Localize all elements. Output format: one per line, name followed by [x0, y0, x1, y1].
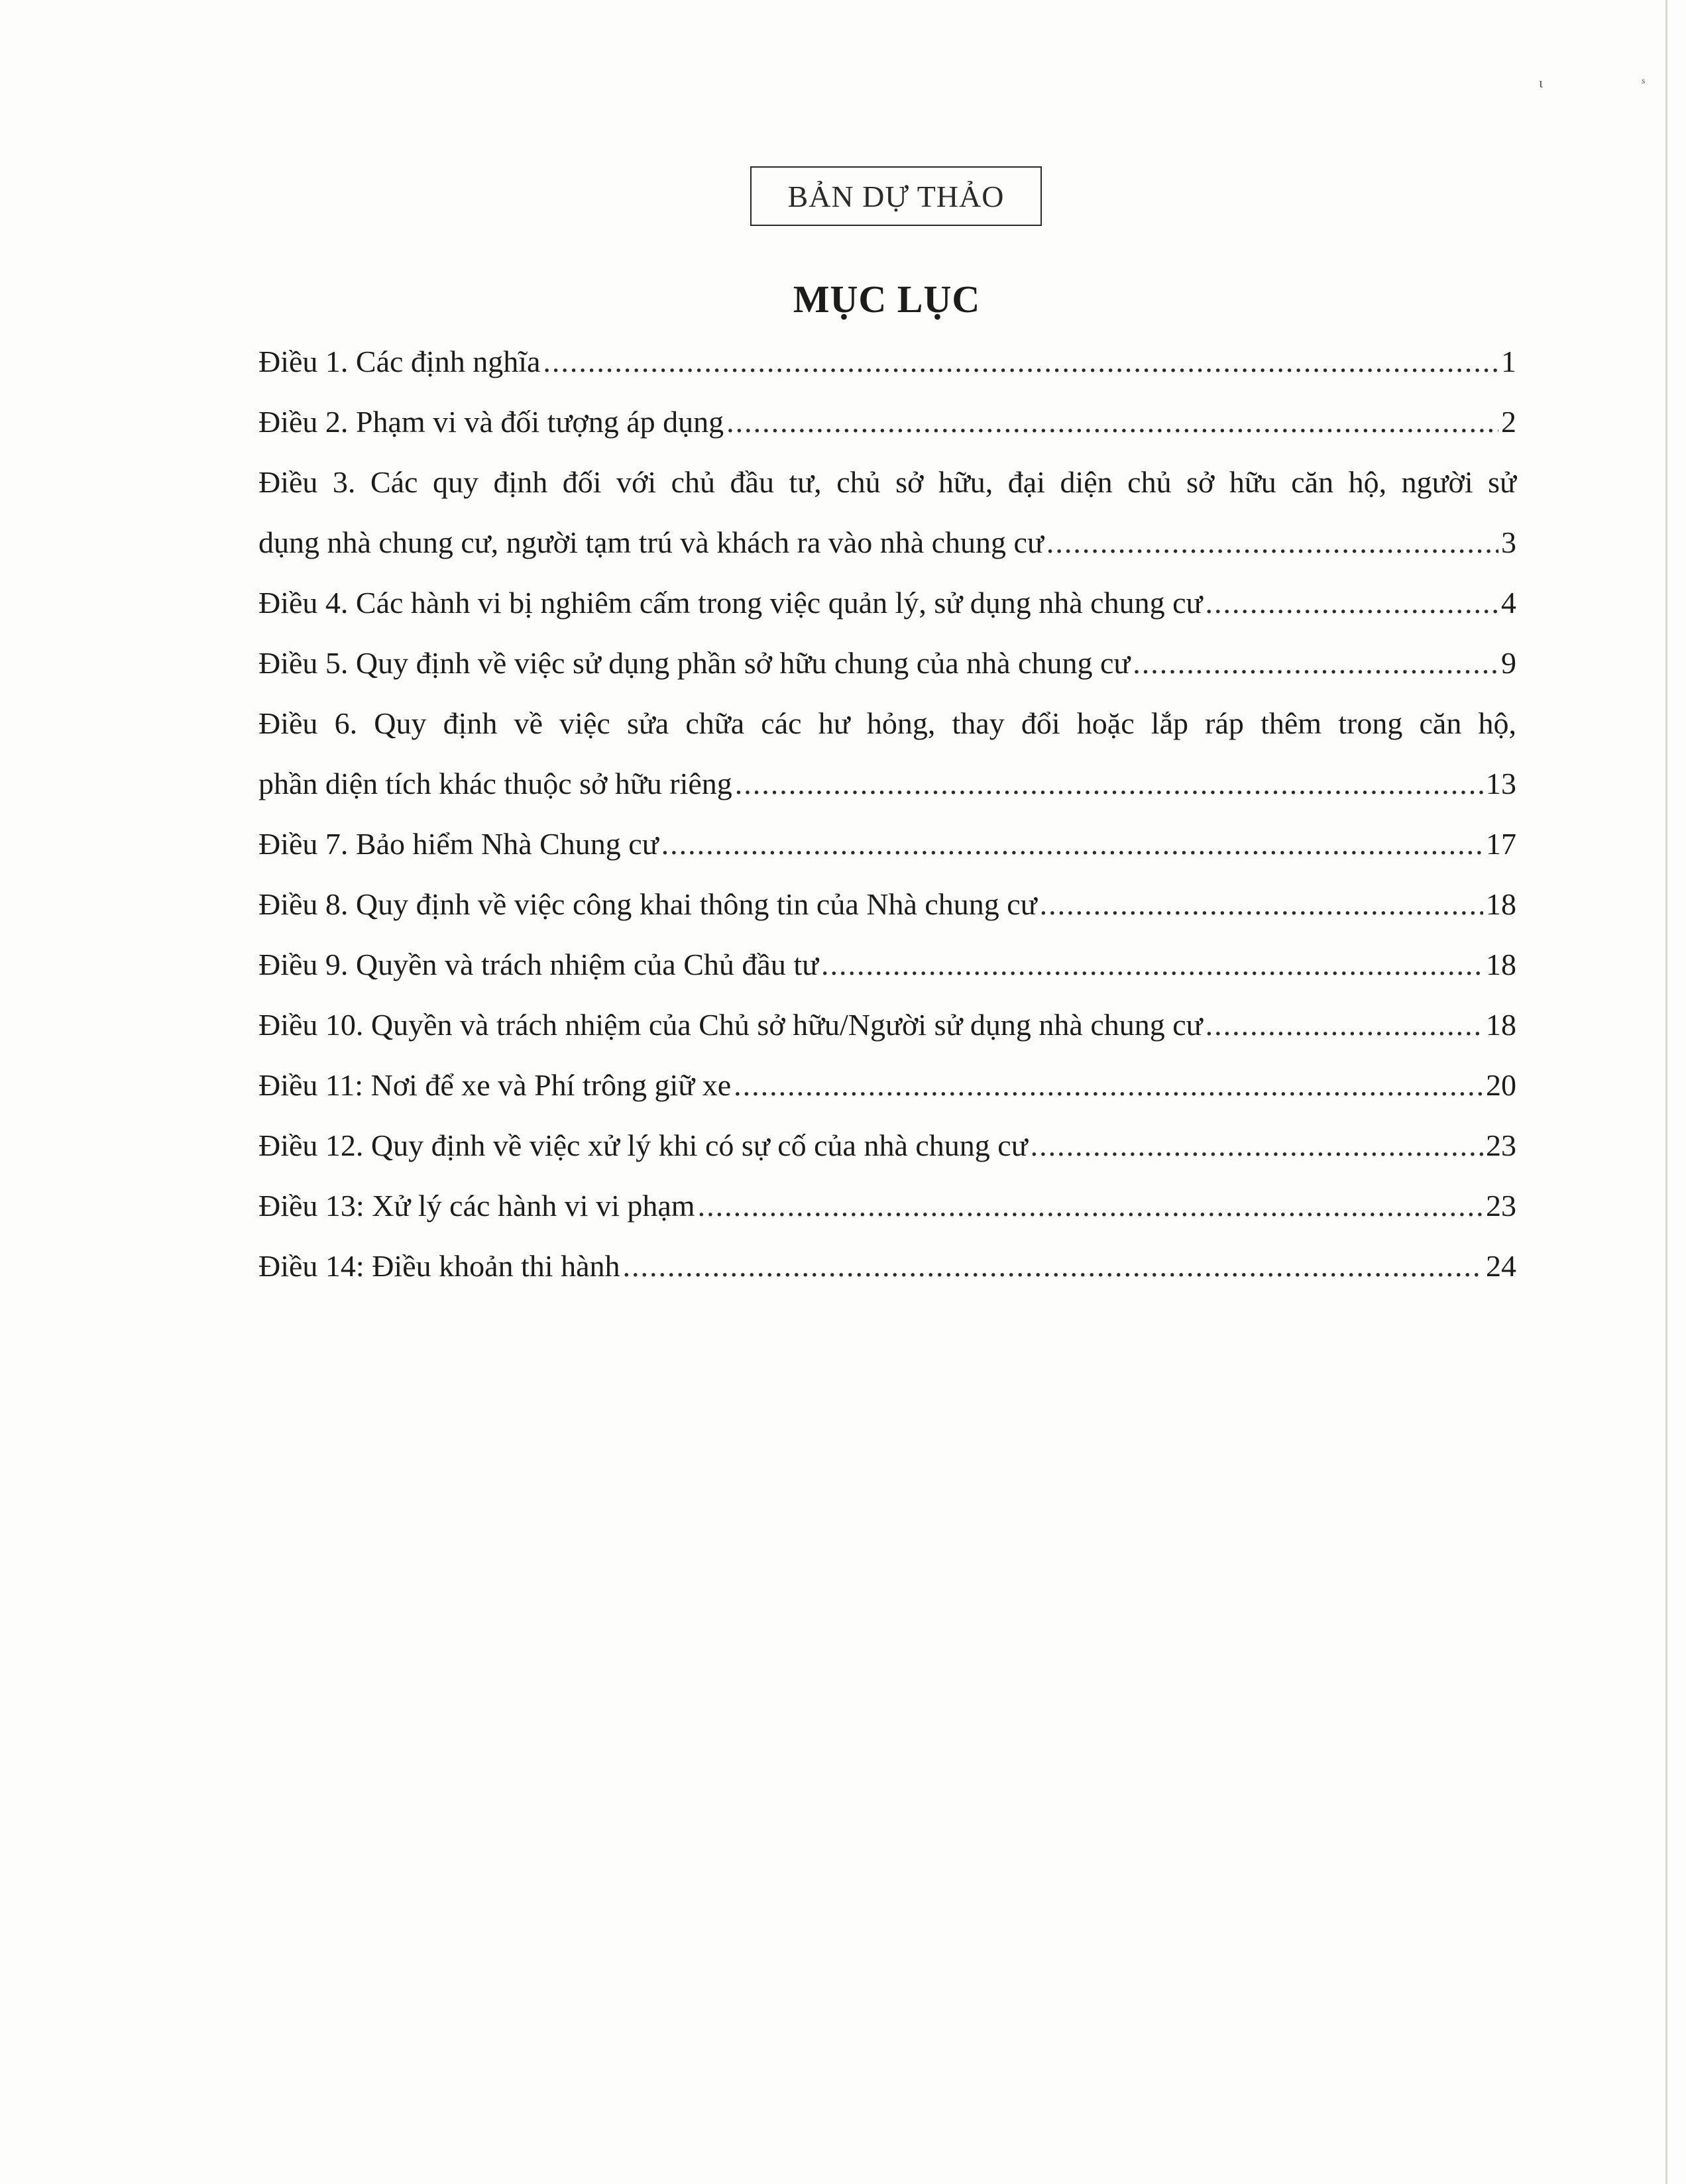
toc-entry[interactable]	[258, 814, 1516, 874]
toc-dot-leader	[661, 814, 1483, 874]
table-of-contents	[258, 331, 1516, 1296]
toc-entry[interactable]	[258, 1175, 1516, 1236]
toc-entry-page: 18	[1486, 887, 1516, 921]
toc-dot-leader	[821, 934, 1483, 995]
toc-entry-page: 23	[1486, 1189, 1516, 1223]
corner-mark: ɩ	[1539, 74, 1543, 91]
toc-dot-leader	[1046, 512, 1498, 573]
toc-entry-page: 2	[1501, 405, 1516, 439]
toc-entry[interactable]	[258, 331, 1516, 392]
toc-entry-page: 17	[1486, 827, 1516, 861]
toc-dot-leader	[1040, 874, 1483, 934]
toc-entry-page: 20	[1486, 1068, 1516, 1102]
toc-entry-text: Điều 9. Quyền và trách nhiệm của Chủ đầu tư	[258, 948, 819, 981]
toc-entry-text: Điều 13: Xử lý các hành vi vi phạm	[258, 1189, 695, 1223]
toc-dot-leader	[1031, 1115, 1483, 1175]
toc-entry[interactable]	[258, 1236, 1516, 1296]
toc-entry[interactable]	[258, 392, 1516, 452]
toc-entry-page: 18	[1486, 948, 1516, 981]
toc-dot-leader	[1206, 995, 1483, 1055]
toc-dot-leader	[698, 1175, 1483, 1236]
draft-label: BẢN DỰ THẢO	[787, 179, 1005, 213]
toc-entry-first-line[interactable]	[258, 693, 1516, 753]
toc-entry-text: Điều 7. Bảo hiểm Nhà Chung cư	[258, 827, 659, 861]
toc-dot-leader	[623, 1236, 1483, 1296]
toc-entry[interactable]	[258, 995, 1516, 1055]
toc-dot-leader	[1205, 573, 1498, 633]
toc-entry[interactable]	[258, 753, 1516, 814]
toc-entry-text: Điều 4. Các hành vi bị nghiêm cấm trong việc quản lý, sử dụng nhà chung cư	[258, 586, 1203, 620]
toc-entry-text: Điều 11: Nơi để xe và Phí trông giữ xe	[258, 1068, 732, 1102]
toc-entry-text: dụng nhà chung cư, người tạm trú và khách ra vào nhà chung cư	[258, 525, 1044, 559]
toc-entry-text: Điều 1. Các định nghĩa	[258, 345, 541, 378]
toc-entry[interactable]	[258, 1115, 1516, 1175]
toc-title: MỤC LỤC	[793, 278, 981, 321]
toc-entry-page: 3	[1501, 525, 1516, 559]
toc-entry-text: Điều 5. Quy định về việc sử dụng phần sở hữu chung của nhà chung cư	[258, 646, 1131, 680]
toc-entry-page: 4	[1501, 586, 1516, 620]
toc-entry[interactable]	[258, 633, 1516, 693]
toc-entry-text: Điều 8. Quy định về việc công khai thông tin của Nhà chung cư	[258, 887, 1037, 921]
toc-dot-leader	[543, 331, 1498, 392]
corner-mark: ˢ	[1642, 74, 1645, 91]
toc-entry-page: 18	[1486, 1008, 1516, 1042]
toc-entry[interactable]	[258, 874, 1516, 934]
toc-dot-leader	[735, 753, 1483, 814]
toc-dot-leader	[734, 1055, 1483, 1115]
toc-entry-page: 1	[1501, 345, 1516, 378]
page-edge-line	[1665, 0, 1667, 2184]
toc-entry-text: phần diện tích khác thuộc sở hữu riêng	[258, 767, 732, 800]
toc-entry-text: Điều 10. Quyền và trách nhiệm của Chủ sở hữu/Người sử dụng nhà chung cư	[258, 1008, 1203, 1042]
toc-entry-text: Điều 2. Phạm vi và đối tượng áp dụng	[258, 405, 724, 439]
toc-entry-text: Điều 14: Điều khoản thi hành	[258, 1249, 620, 1283]
toc-entry-page: 24	[1486, 1249, 1516, 1283]
toc-dot-leader	[1133, 633, 1498, 693]
toc-entry-first-line[interactable]	[258, 452, 1516, 512]
toc-entry-text: Điều 6. Quy định về việc sửa chữa các hư hỏng, thay đổi hoặc lắp ráp thêm trong căn hộ,	[258, 706, 1516, 740]
toc-entry[interactable]	[258, 573, 1516, 633]
toc-entry-page: 9	[1501, 646, 1516, 680]
toc-entry-page: 13	[1486, 767, 1516, 800]
toc-entry-text: Điều 3. Các quy định đối với chủ đầu tư, chủ sở hữu, đại diện chủ sở hữu căn hộ, người sử	[258, 465, 1516, 499]
toc-entry[interactable]	[258, 934, 1516, 995]
toc-dot-leader	[726, 392, 1498, 452]
corner-marks	[1539, 74, 1645, 94]
toc-entry-page: 23	[1486, 1128, 1516, 1162]
draft-label-box	[750, 166, 1042, 226]
toc-entry-text: Điều 12. Quy định về việc xử lý khi có sự cố của nhà chung cư	[258, 1128, 1028, 1162]
toc-entry[interactable]	[258, 1055, 1516, 1115]
toc-entry[interactable]	[258, 512, 1516, 573]
